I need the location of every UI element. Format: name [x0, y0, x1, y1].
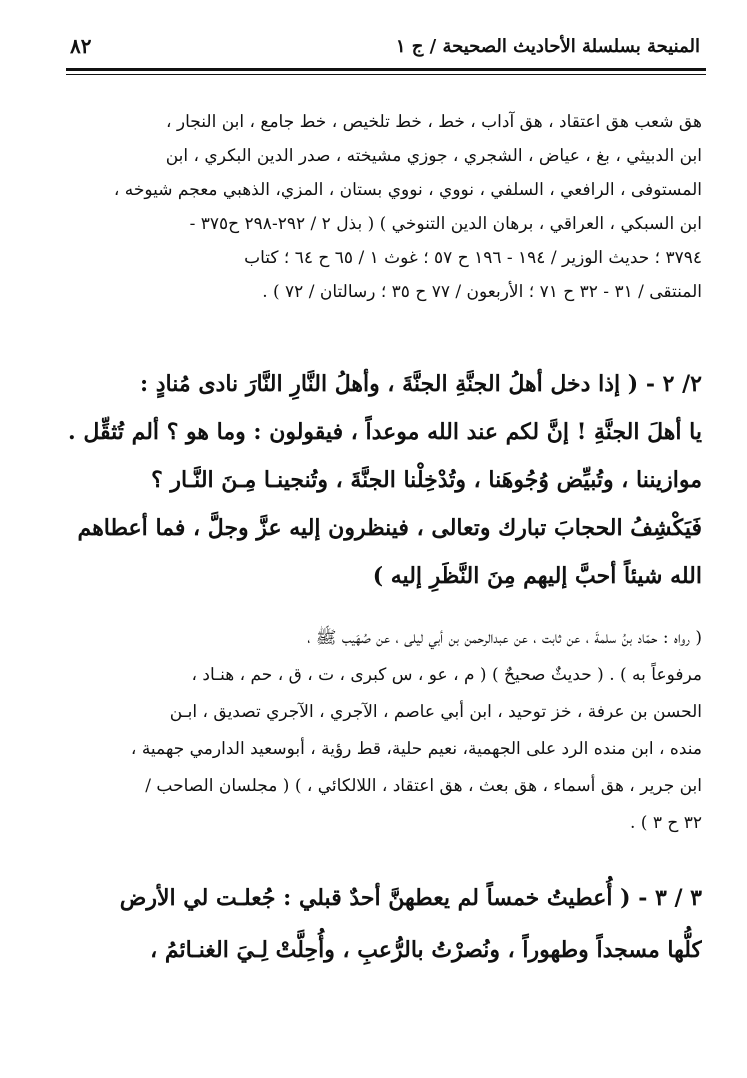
page-header [60, 28, 700, 68]
text-line: ٣٢ ح ٣ ) . [629, 813, 702, 833]
text-line: ( رواه : حمّاد بنُ سلمةَ ، عن ثابت ، عن عبدالرحمن بن أبي ليلى ، عن صُهَيب ﷺ ، [307, 628, 702, 648]
hadith-2-text [62, 360, 702, 600]
header-rule [66, 68, 706, 75]
text-line: ابن الدبيثي ، بغ ، عياض ، الشجري ، جوزي مشيخته ، صدر الدين البكري ، ابن [165, 146, 702, 166]
text-line: المستوفى ، الرافعي ، السلفي ، نووي ، نووي بستان ، المزي، الذهبي معجم شيوخه ، [113, 180, 702, 200]
hadith-3-text [62, 872, 702, 976]
text-line: الحسن بن عرفة ، خز توحيد ، ابن أبي عاصم ، الآجري ، الآجري تصديق ، ابـن [169, 702, 702, 722]
text-line: المنتقى / ٣١ - ٣٢ ح ٧١ ؛ الأربعون / ٧٧ ح ٣٥ ؛ رسالتان / ٧٢ ) . [262, 282, 702, 302]
running-title: المنيحة بسلسلة الأحاديث الصحيحة / ج ١ [395, 36, 700, 57]
text-line: ابن السبكي ، العراقي ، برهان الدين التنوخي ) ( بذل ٢ / ٢٩٢-٢٩٨ ح٣٧٥ - [189, 214, 702, 234]
text-line: ابن جرير ، هق أسماء ، هق بعث ، هق اعتقاد ، اللالكائي ، ) ( مجلسان الصاحب / [145, 776, 702, 796]
references-block [62, 105, 702, 309]
text-line: ٣٧٩٤ ؛ حديث الوزير / ١٩٤ - ١٩٦ ح ٥٧ ؛ غوث ١ / ٦٥ ح ٦٤ ؛ كتاب [244, 248, 702, 268]
text-line: منده ، ابن منده الرد على الجهمية، نعيم حلية، قط رؤية ، أبوسعيد الدارمي جهمية ، [130, 739, 702, 759]
text-line: مرفوعاً به ) . ( حديثٌ صحيحٌ ) ( م ، عو ، س كبرى ، ت ، ق ، حم ، هنـاد ، [191, 665, 702, 685]
hadith-line: يا أهلَ الجنَّةِ ! إنَّ لكم عند الله موعداً ، فيقولون : وما هو ؟ ألم تُثقِّل . [68, 419, 702, 445]
hadith-line: كلُّها مسجداً وطهوراً ، ونُصرْتُ بالرُّعبِ ، وأُحِلَّتْ لِـيَ الغنـائمُ ، [150, 937, 702, 963]
hadith-line: ٢/ ٢ - ( إذا دخل أهلُ الجنَّةِ الجنَّةَ ، وأهلُ النَّارِ النَّارَ نادى مُنادٍ : [139, 371, 702, 397]
text-line: هق شعب هق اعتقاد ، هق آداب ، خط ، خط تلخيص ، خط جامع ، ابن النجار ، [166, 112, 702, 132]
hadith-line: فَيَكْشِفُ الحجابَ تبارك وتعالى ، فينظرون إليه عزَّ وجلَّ ، فما أعطاهم [77, 515, 702, 541]
hadith-line: ٣ / ٣ - ( أُعطيتُ خمساً لم يعطهنَّ أحدٌ قبلي : جُعلـت لي الأرض [119, 885, 702, 911]
page-number: ٨٢ [70, 34, 92, 58]
hadith-2-references [62, 620, 702, 842]
hadith-line: موازيننا ، وتُبيِّض وُجُوهَنا ، وتُدْخِلْنا الجنَّةَ ، وتُنجينـا مِـنَ النَّـار ؟ [151, 467, 702, 493]
hadith-line: الله شيئاً أحبَّ إليهم مِنَ النَّظَرِ إليه ) [372, 563, 702, 589]
